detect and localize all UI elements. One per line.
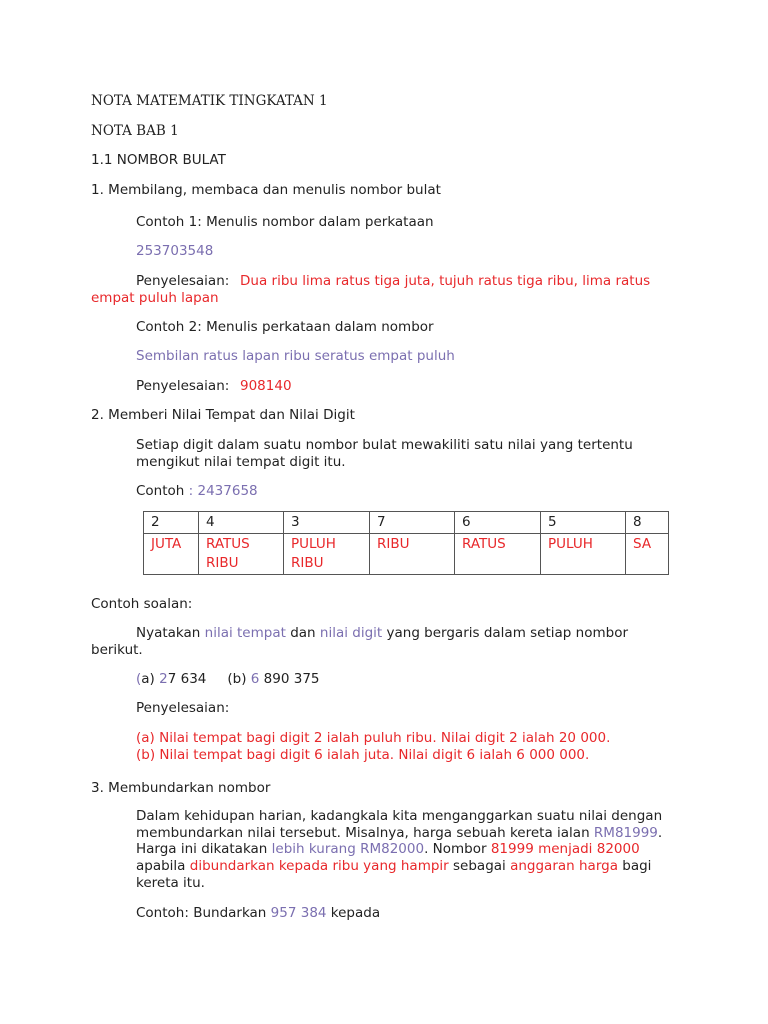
item-a-digit: 2 [159,671,168,687]
question-text: Nyatakan [136,625,205,641]
s3-text: Harga ini dikatakan [136,841,272,857]
table-cell-digit: 5 [541,512,626,534]
s3-text: . Nombor [424,841,491,857]
place-name-line: RIBU [206,555,239,571]
s1-example1-number: 253703548 [136,243,214,259]
s1-solution2-label: Penyelesaian: [136,378,230,394]
table-cell-place [455,534,541,575]
table-cell-place [541,534,626,575]
chapter-heading: NOTA BAB 1 [91,123,179,139]
table-cell-place [199,534,284,575]
place-name-line: RATUS [462,536,506,552]
s1-solution1-label: Penyelesaian: [136,273,230,289]
s3-paragraph-line4 [136,858,651,874]
question-keyword-digit: nilai digit [319,625,383,641]
s3-paragraph-line2 [136,825,662,841]
table-cell-place [370,534,455,575]
question-text: yang bergaris dalam setiap nombor [382,625,628,641]
s3-example-text: kepada [326,905,381,921]
place-name-line: PULUH [548,536,593,552]
s3-rounded-to: dibundarkan kepada ribu yang hampir [189,858,449,874]
item-a-paren: ( [136,671,142,687]
s1-example2-words: Sembilan ratus lapan ribu seratus empat puluh [136,348,455,364]
s2-paragraph-line1: Setiap digit dalam suatu nombor bulat mewakiliti satu nilai yang tertentu [136,437,633,453]
document-title: NOTA MATEMATIK TINGKATAN 1 [91,93,328,109]
s1-solution1-answer-line2: empat puluh lapan [91,290,219,306]
place-value-table [143,511,669,575]
s3-paragraph-line1: Dalam kehidupan harian, kadangkala kita menganggarkan suatu nilai dengan [136,808,663,824]
s3-text: sebagai [448,858,511,874]
s2-example-number: 2437658 [197,483,258,499]
question-label: Contoh soalan: [91,596,193,612]
s3-example [136,905,380,921]
item-b-digit: 6 [250,671,260,687]
item-b-label: (b) [227,671,251,687]
place-name-line: RATUS [206,536,250,552]
place-names-row [144,534,669,575]
place-name-line: RIBU [291,555,324,571]
place-name-line: RIBU [377,536,410,552]
place-name-line: SA [633,536,652,552]
question-text: dan [285,625,320,641]
s3-example-text: Contoh: Bundarkan [136,905,271,921]
s1-solution1-answer-line1: Dua ribu lima ratus tiga juta, tujuh ratus tiga ribu, lima ratus [240,273,651,289]
table-cell-digit: 7 [370,512,455,534]
s1-solution2-answer: 908140 [240,378,292,394]
s3-text: apabila [136,858,190,874]
table-cell-digit: 3 [284,512,370,534]
item-b-rest: 890 375 [259,671,320,687]
s3-estimate: anggaran harga [510,858,618,874]
table-cell-digit: 6 [455,512,541,534]
table-cell-digit: 8 [626,512,669,534]
s2-paragraph-line2: mengikut nilai tempat digit itu. [136,454,346,470]
s1-example2-label: Contoh 2: Menulis perkataan dalam nombor [136,319,434,335]
s1-example1-label: Contoh 1: Menulis nombor dalam perkataan [136,214,434,230]
item-a-rest: 7 634 [167,671,207,687]
answer-a: (a) Nilai tempat bagi digit 2 ialah puluh ribu. Nilai digit 2 ialah 20 000. [136,730,611,746]
digits-row [144,512,669,534]
s3-heading: 3. Membundarkan nombor [91,780,271,796]
table-cell-digit: 4 [199,512,284,534]
section-heading: 1.1 NOMBOR BULAT [91,152,226,168]
s2-example-label: Contoh [136,483,185,499]
s2-example-line [136,483,258,499]
s3-text: bagi [617,858,652,874]
s2-heading: 2. Memberi Nilai Tempat dan Nilai Digit [91,407,355,423]
s3-paragraph-line5: kereta itu. [136,875,205,891]
question-line1 [136,625,628,641]
s3-example-number: 957 384 [270,905,327,921]
table-cell-digit: 2 [144,512,199,534]
item-a-label: a) [141,671,160,687]
table-cell-place [626,534,669,575]
question-items [136,671,320,687]
s3-paragraph-line3 [136,841,640,857]
question-keyword-place: nilai tempat [204,625,286,641]
table-cell-place [144,534,199,575]
s3-text: membundarkan nilai tersebut. Misalnya, harga sebuah kereta ialan [136,825,594,841]
place-name-line: PULUH [291,536,336,552]
s3-price: RM81999 [593,825,658,841]
table-cell-place [284,534,370,575]
s1-heading: 1. Membilang, membaca dan menulis nombor bulat [91,182,441,198]
s2-solution-label: Penyelesaian: [136,700,230,716]
place-name-line: JUTA [151,536,182,552]
s3-rounding: 81999 menjadi 82000 [490,841,640,857]
answer-b: (b) Nilai tempat bagi digit 6 ialah juta. Nilai digit 6 ialah 6 000 000. [136,747,590,763]
s3-text: . [657,825,663,841]
s3-approx: lebih kurang RM82000 [271,841,425,857]
question-line2: berikut. [91,642,143,658]
s2-example-colon: : [184,483,198,499]
